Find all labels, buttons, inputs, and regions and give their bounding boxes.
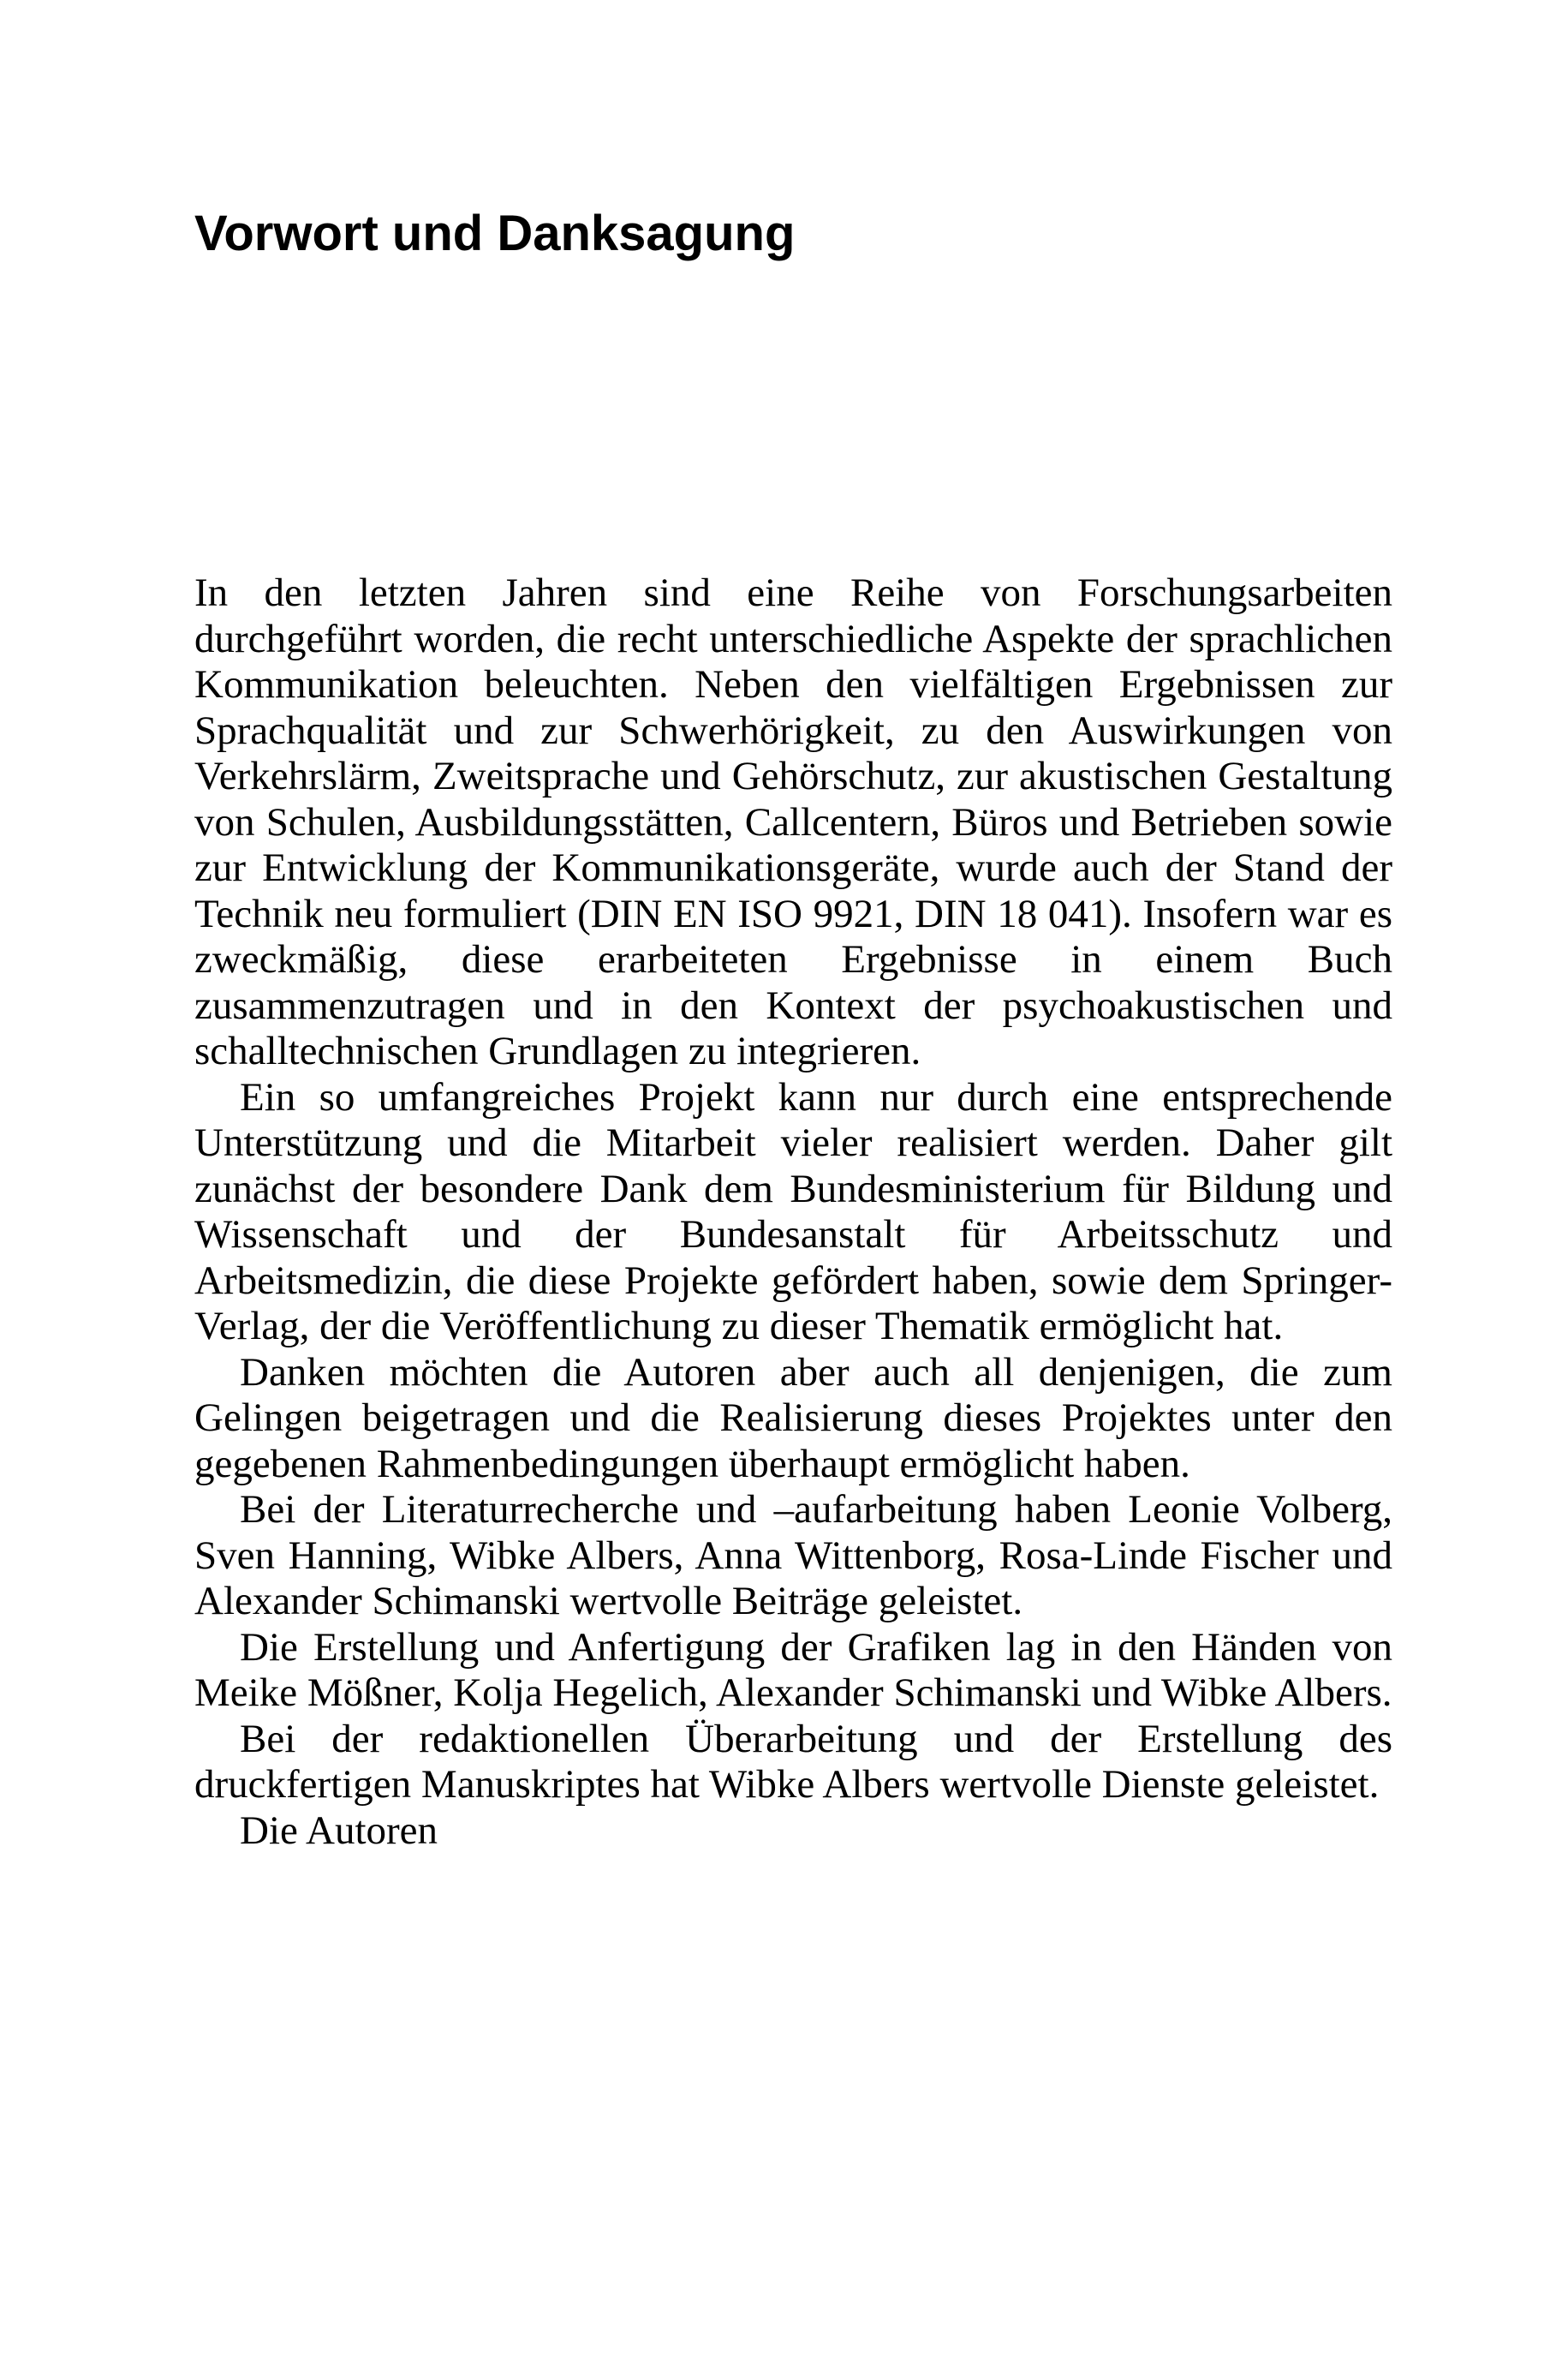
- chapter-title: Vorwort und Danksagung: [194, 206, 796, 261]
- signature: Die Autoren: [240, 1807, 438, 1853]
- body-text: [194, 571, 1392, 1854]
- paragraph-acknowledgement-funding: Ein so umfangreiches Projekt kann nur durch eine entsprechende Unterstützung und die Mitarbeit vieler realisiert werden. Daher gilt zunächst der besondere Dank dem Bundesministerium für Bildung und Wissenschaft und der Bundesanstalt für Arbeitsschutz und Arbeitsmedizin, die diese Projekte gefördert haben, sowie dem Springer-Verlag, der die Veröffentlichung zu dieser Thematik ermöglicht hat.: [194, 1074, 1392, 1348]
- paragraph-literature-research: Bei der Literaturrecherche und –aufarbeitung haben Leonie Volberg, Sven Hanning, Wibke Albers, Anna Wittenborg, Rosa-Linde Fischer und Alexander Schimanski wertvolle Beiträge geleistet.: [194, 1487, 1392, 1623]
- paragraph-acknowledgement-contributors: Danken möchten die Autoren aber auch all denjenigen, die zum Gelingen beigetragen und die Realisierung dieses Projektes unter den gegebenen Rahmenbedingungen überhaupt ermöglicht haben.: [194, 1349, 1392, 1486]
- paragraph-graphics: Die Erstellung und Anfertigung der Grafiken lag in den Händen von Meike Mößner, Kolja Hegelich, Alexander Schimanski und Wibke Albers.: [194, 1624, 1392, 1715]
- paragraph-intro: In den letzten Jahren sind eine Reihe von Forschungsarbeiten durchgeführt worden, die recht unterschiedliche Aspekte der sprachlichen Kommunikation beleuchten. Neben den vielfältigen Ergebnissen zur Sprachqualität und zur Schwerhörigkeit, zu den Auswirkungen von Verkehrslärm, Zweitsprache und Gehörschutz, zur akustischen Gestaltung von Schulen, Ausbildungsstätten, Callcentern, Büros und Betrieben sowie zur Entwicklung der Kommunikationsgeräte, wurde auch der Stand der Technik neu formuliert (DIN EN ISO 9921, DIN 18 041). Insofern war es zweckmäßig, diese erarbeiteten Ergebnisse in einem Buch zusammenzutragen und in den Kontext der psychoakustischen und schalltechnischen Grundlagen zu integrieren.: [194, 571, 1392, 1073]
- paragraph-editing: Bei der redaktionellen Überarbeitung und der Erstellung des druckfertigen Manuskriptes hat Wibke Albers wertvolle Dienste geleistet.: [194, 1716, 1392, 1807]
